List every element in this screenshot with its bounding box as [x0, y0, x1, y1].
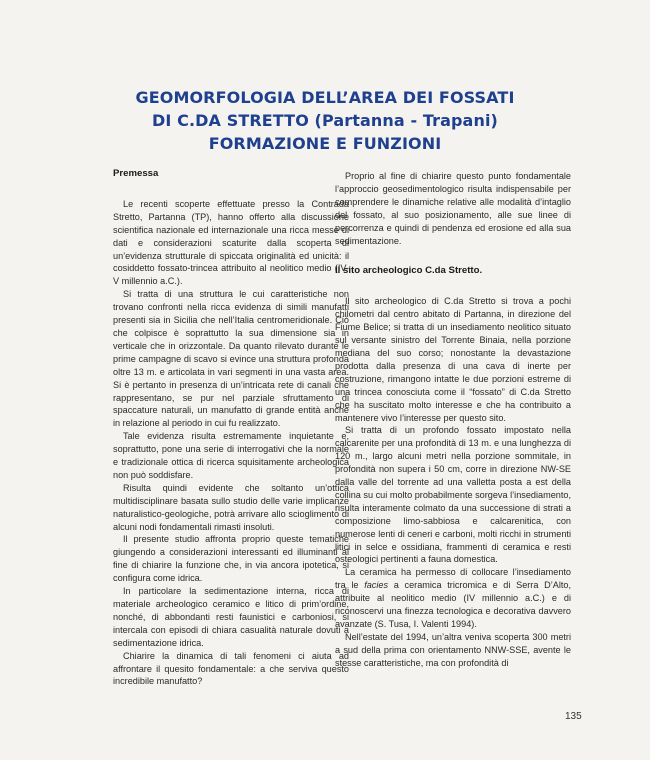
paragraph-text: a ceramica tricromica e di Serra D’Alto, attribuite al neolitico medio (IV millennio a.C.) e di riconoscervi una finezza tecnologica e decorativa davvero avanzate (S. Tusa, I. Valenti 1994).: [335, 580, 572, 629]
article-title: [0, 86, 650, 155]
italic-term: facies: [364, 580, 389, 591]
paragraph: Risulta quindi evidente che soltanto un’ottica multidisciplinare basata sullo studio delle varie implicanze naturalistico-geologiche, potrà arrivare allo scioglimento di alcuni nodi fondamentali rimasti insoluti.: [113, 482, 349, 532]
title-line-3: FORMAZIONE E FUNZIONI: [208, 134, 442, 153]
paragraph: Si tratta di un profondo fossato impostato nella calcarenite per una profondità di 13 m. e una lunghezza di 120 m., largo alcuni metri nella porzione sommitale, in profondità non supera i 50 cm, corre in direzione NW-SE dalla valle del torrente ad una valletta posta a est della collina su cui molto probabilmente sorgeva l’insediamento, risulta interamente colmato da una successione di strati a composizione limo-sabbiosa e calcarenitica, con numerose lenti di ceneri e carboni, molti ricchi in strumenti litici in selce e ossidiana, frammenti di ceramica e resti osteologici pertinenti a fauna domestica.: [335, 425, 571, 565]
title-line-1: GEOMORFOLOGIA DELL’AREA DEI FOSSATI: [135, 88, 515, 107]
paragraph: Le recenti scoperte effettuate presso la Contrada Stretto, Partanna (TP), hanno offerto alla discussione scientifica nazionale ed internazionale una ricca messe di dati e considerazioni scaturite dalla scoperta di un’evidenza strutturale di spiccata originalità ed unicità: il cosiddetto fossato-trincea attribuito al neolitico medio (IV-V millennio a.C.).: [113, 198, 349, 287]
paragraph: Tale evidenza risulta estremamente inquietante e, soprattutto, pone una serie di interrogativi che la normale e tradizionale ottica di ricerca squisitamente archeologica non può soddisfare.: [113, 431, 349, 480]
paragraph: Il sito archeologico di C.da Stretto si trova a pochi chilometri dal centro abitato di Partanna, in direzione del Fiume Belice; si tratta di un insediamento neolitico situato sul versante sinistro del Torrente Binaia, nella porzione mediana del suo corso; nonostante la devastazione prodotta dalla presenza di una cava di inerte per costruzione, rimangono intatte le due porzioni estreme di una trincea conosciuta come il “fossato” di C.da Stretto che ha suscitato molto interesse e che ha contribuito a mantenere vivo l’interesse per questo sito.: [335, 296, 571, 423]
section-heading-premessa: Premessa: [113, 168, 159, 179]
title-line-2: DI C.DA STRETTO (Partanna - Trapani): [152, 111, 498, 130]
page-number: 135: [565, 711, 582, 722]
paragraph: In particolare la sedimentazione interna, ricca di materiale archeologico ceramico e litico di prim’ordine, nonché, di abbondanti resti faunistici e carboniosi, si intercala con episodi di chiara casualità naturale dovuti a sedimentazione idrica.: [113, 586, 349, 648]
paragraph: [335, 566, 571, 631]
right-column: [335, 170, 571, 670]
paragraph: Proprio al fine di chiarire questo punto fondamentale l’approccio geosedimentologico risulta indispensabile per comprendere le dinamiche relative alle modalità d’intaglio del fossato, al suo posizionamento, alle sue linee di percorrenza e quindi di pendenza ed erosione ed alla sua sedimentazione.: [335, 171, 571, 246]
paragraph: Il presente studio affronta proprio queste tematiche giungendo a considerazioni interessanti ed illuminanti al fine di chiarire la funzione che, in via ancora ipotetica, si configura come idrica.: [113, 534, 349, 584]
paragraph: Chiarire la dinamica di tali fenomeni ci aiuta ad affrontare il quesito fondamentale: a che serviva questo incredibile manufatto?: [113, 650, 349, 687]
paragraph-text: La ceramica ha permesso di collocare l’insediamento tra le: [335, 567, 571, 591]
section-heading-sito: Il sito archeologico C.da Stretto.: [335, 265, 483, 277]
left-column: [113, 168, 349, 688]
paragraph: Si tratta di una struttura le cui caratteristiche non trovano confronti nella ricca evidenza di simili manufatti presenti sia in Sicilia che nell’Italia centromeridionale. Ciò che colpisce è soprattutto la sua dimensione sia in verticale che in orizzontale. Da quanto rilevato durante le prime campagne di scavo si evince una struttura profonda oltre 13 m. e articolata in vari segmenti in una vasta area. Si è pertanto in presenza di un’intricata rete di canali che rappresentano, se pur nel parziale sfruttamento di spaccature naturali, un manufatto di grande entità anche in relazione al periodo in cui fu realizzato.: [113, 289, 349, 429]
paragraph: Nell’estate del 1994, un’altra veniva scoperta 300 metri a sud della prima con orientamento NNW-SSE, avente le stesse caratteristiche, ma con profondità di: [335, 631, 571, 668]
